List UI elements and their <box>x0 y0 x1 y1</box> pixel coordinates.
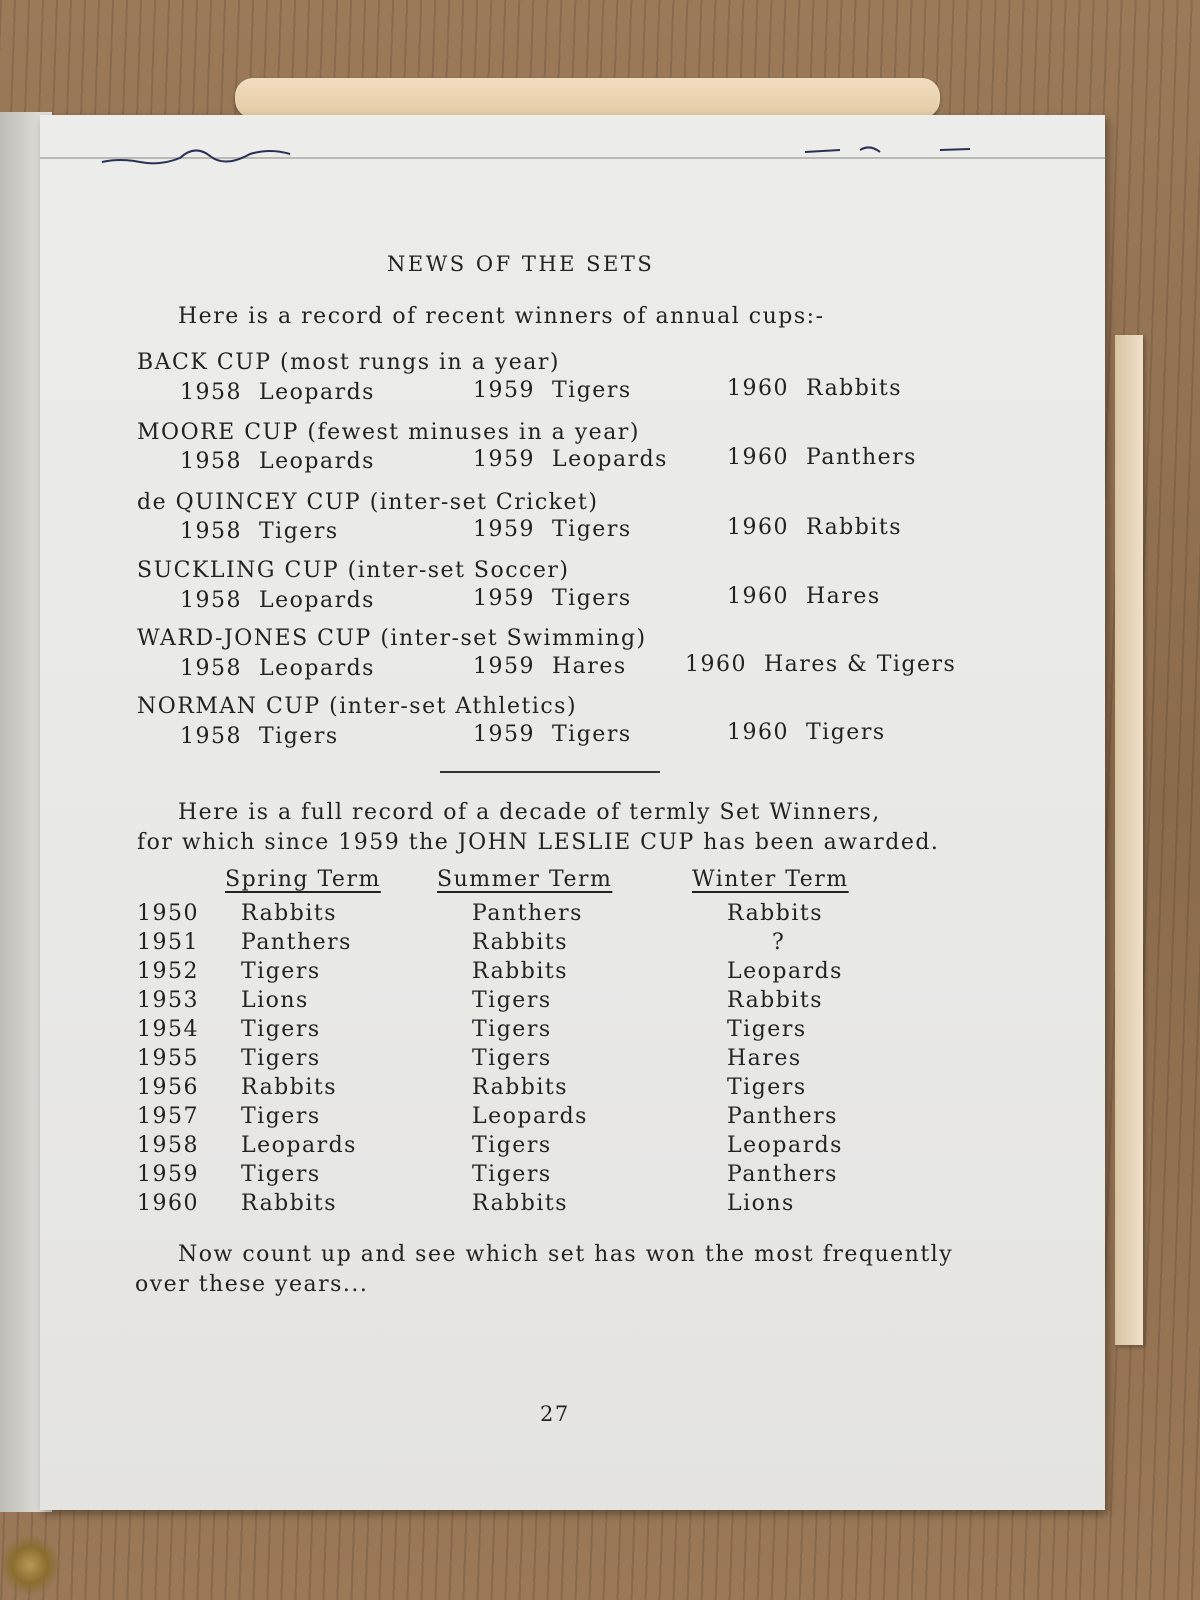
table-row: 1957 Tigers Leopards Panthers <box>137 1104 838 1129</box>
table-row: 1960 Rabbits Rabbits Lions <box>137 1191 795 1216</box>
column-header-winter: Winter Term <box>692 867 849 892</box>
table-row: 1950 Rabbits Panthers Rabbits <box>137 901 824 926</box>
handwriting-mark-left <box>100 140 300 170</box>
cup-winner-1958: 1958 Tigers <box>180 724 339 749</box>
table-row: 1959 Tigers Tigers Panthers <box>137 1162 838 1187</box>
cup-winner-1958: 1958 Leopards <box>180 380 375 405</box>
cup-name: WARD-JONES CUP (inter-set Swimming) <box>137 626 647 651</box>
cup-winner-1960: 1960 Tigers <box>727 720 886 745</box>
intro-text: Here is a record of recent winners of annual cups:- <box>178 304 825 329</box>
cup-name: NORMAN CUP (inter-set Athletics) <box>137 694 578 719</box>
table-row: 1951 Panthers Rabbits ? <box>137 930 786 955</box>
cup-name: MOORE CUP (fewest minuses in a year) <box>137 420 640 445</box>
cup-name: de QUINCEY CUP (inter-set Cricket) <box>137 490 599 515</box>
column-header-summer: Summer Term <box>437 867 613 892</box>
table-row: 1955 Tigers Tigers Hares <box>137 1046 802 1071</box>
column-header-spring: Spring Term <box>225 867 381 892</box>
table-row: 1952 Tigers Rabbits Leopards <box>137 959 843 984</box>
cup-name: BACK CUP (most rungs in a year) <box>137 350 560 375</box>
cup-winner-1959: 1959 Tigers <box>473 586 632 611</box>
cup-winner-1958: 1958 Leopards <box>180 449 375 474</box>
section-divider <box>440 771 660 773</box>
binder-clip <box>0 1515 60 1600</box>
cup-winner-1960: 1960 Rabbits <box>727 376 903 401</box>
cup-winner-1959: 1959 Tigers <box>473 722 632 747</box>
cup-winner-1960: 1960 Panthers <box>727 445 917 470</box>
table-row: 1953 Lions Tigers Rabbits <box>137 988 824 1013</box>
bookmark-tab <box>235 78 940 118</box>
table-row: 1958 Leopards Tigers Leopards <box>137 1133 843 1158</box>
decade-intro-line-1: Here is a full record of a decade of termly Set Winners, <box>178 800 881 825</box>
cup-winner-1958: 1958 Leopards <box>180 588 375 613</box>
cup-winner-1959: 1959 Leopards <box>473 447 668 472</box>
handwriting-mark-right <box>800 140 980 160</box>
cup-winner-1959: 1959 Tigers <box>473 517 632 542</box>
table-row: 1956 Rabbits Rabbits Tigers <box>137 1075 807 1100</box>
cup-winner-1959: 1959 Tigers <box>473 378 632 403</box>
side-card-edge <box>1115 335 1143 1345</box>
cup-name: SUCKLING CUP (inter-set Soccer) <box>137 558 570 583</box>
page-title: NEWS OF THE SETS <box>387 252 655 276</box>
decade-intro-line-2: for which since 1959 the JOHN LESLIE CUP has been awarded. <box>137 830 940 855</box>
cup-winner-1958: 1958 Tigers <box>180 519 339 544</box>
cup-winner-1960: 1960 Hares <box>727 584 881 609</box>
table-row: 1954 Tigers Tigers Tigers <box>137 1017 807 1042</box>
cup-winner-1958: 1958 Leopards <box>180 656 375 681</box>
cup-winner-1959: 1959 Hares <box>473 654 627 679</box>
closing-text-line-2: over these years... <box>135 1272 369 1297</box>
cup-winner-1960: 1960 Hares & Tigers <box>685 652 957 677</box>
cup-winner-1960: 1960 Rabbits <box>727 515 903 540</box>
page-number: 27 <box>540 1402 570 1426</box>
closing-text-line-1: Now count up and see which set has won the most frequently <box>178 1242 954 1267</box>
